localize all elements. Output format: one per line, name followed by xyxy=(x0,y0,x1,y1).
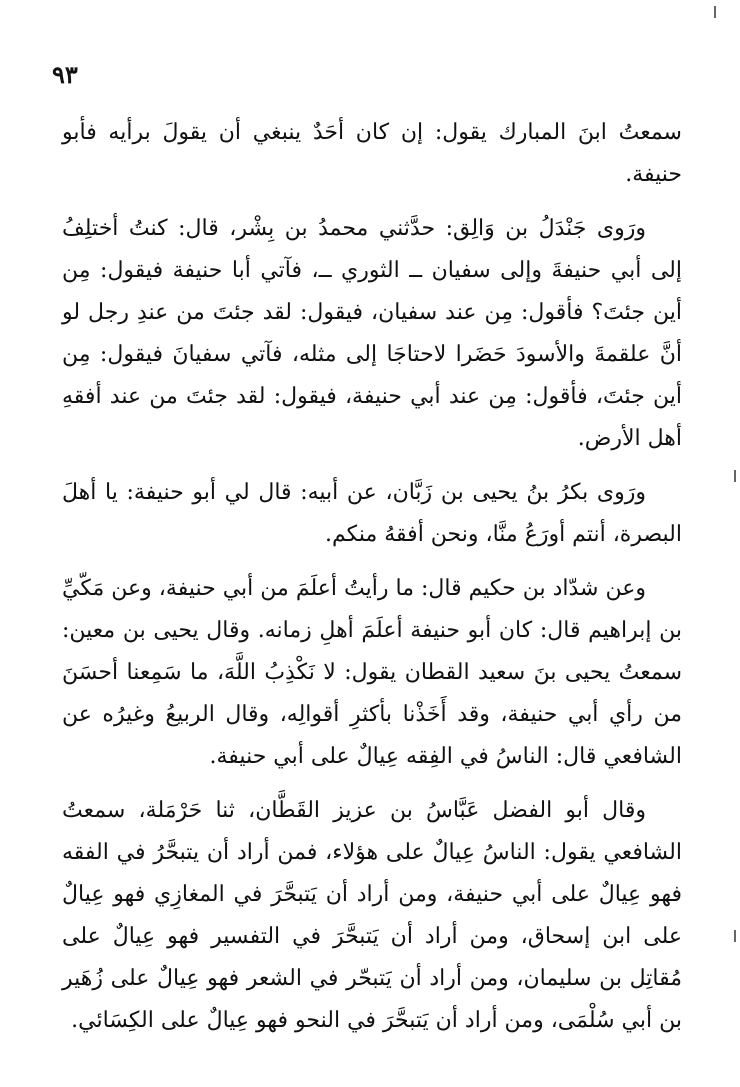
paragraph-4: وعن شدّاد بن حكيم قال: ما رأيتُ أعلَمَ من أبي حنيفة، وعن مَكّيِّ بن إبراهيم قال: كان أبو حنيفة أعلَمَ أهلِ زمانه. وقال يحيى بن معين: سمعتُ يحيى بنَ سعيد القطان يقول: لا نَكْذِبُ اللَّهَ، ما سَمِعنا أحسَنَ من رأي أبي حنيفة، وقد أَخَذْنا بأكثرِ أقوالِه، وقال الربيعُ وغيرُه عن الشافعي قال: الناسُ في الفِقه عِيالٌ على أبي حنيفة. xyxy=(62,576,683,769)
margin-tick-top xyxy=(714,6,716,18)
paragraph-3: ورَوى بكرُ بنُ يحيى بن زَبَّان، عن أبيه: قال لي أبو حنيفة: يا أهلَ البصرة، أنتم أورَعُ منَّا، ونحن أفقهُ منكم. xyxy=(62,480,682,547)
paragraph-2: ورَوى جَنْدَلُ بن وَالِق: حدَّثني محمدُ بن بِشْر، قال: كنتُ أختلِفُ إلى أبي حنيفةَ وإلى سفيان ــ الثوري ــ، فآتي أبا حنيفة فيقول: مِن أين جئتَ؟ فأقول: مِن عند سفيان، فيقول: لقد جئتَ من عندِ رجل لو أنَّ علقمةَ والأسودَ حَضَرا لاحتاجَا إلى مثله، فآتي سفيانَ فيقول: مِن أين جئتَ، فأقول: مِن عند أبي حنيفة، فيقول: لقد جئتَ من عند أفقهِ أهل الأرض. xyxy=(62,216,682,451)
margin-tick-lower xyxy=(734,930,736,942)
paragraph-5: وقال أبو الفضل عَبَّاسُ بن عزيز القَطَّان، ثنا حَرْمَلة، سمعتُ الشافعي يقول: الناسُ عِيالٌ على هؤلاء، فمن أراد أن يتبحَّرُ في الفقه فهو عِيالٌ على أبي حنيفة، ومن أراد أن يَتبحَّرَ في المغازِي فهو عِيالٌ على ابن إسحاق، ومن أراد أن يَتبحَّرَ في التفسير فهو عِيالٌ على مُقاتِل بن سليمان، ومن أراد أن يَتبحّر في الشعر فهو عِيالٌ على زُهَير بن أبي سُلْمَى، ومن أراد أن يَتبحَّرَ في النحو فهو عِيالٌ على الكِسَائي. xyxy=(62,798,682,1033)
body-text xyxy=(62,112,682,1054)
paragraph-1: سمعتُ ابنَ المبارك يقول: إن كان أحَدٌ ينبغي أن يقولَ برأيه فأبو حنيفة. xyxy=(62,120,682,187)
margin-tick-middle xyxy=(734,470,736,482)
page-number: ٩٣ xyxy=(52,60,78,89)
